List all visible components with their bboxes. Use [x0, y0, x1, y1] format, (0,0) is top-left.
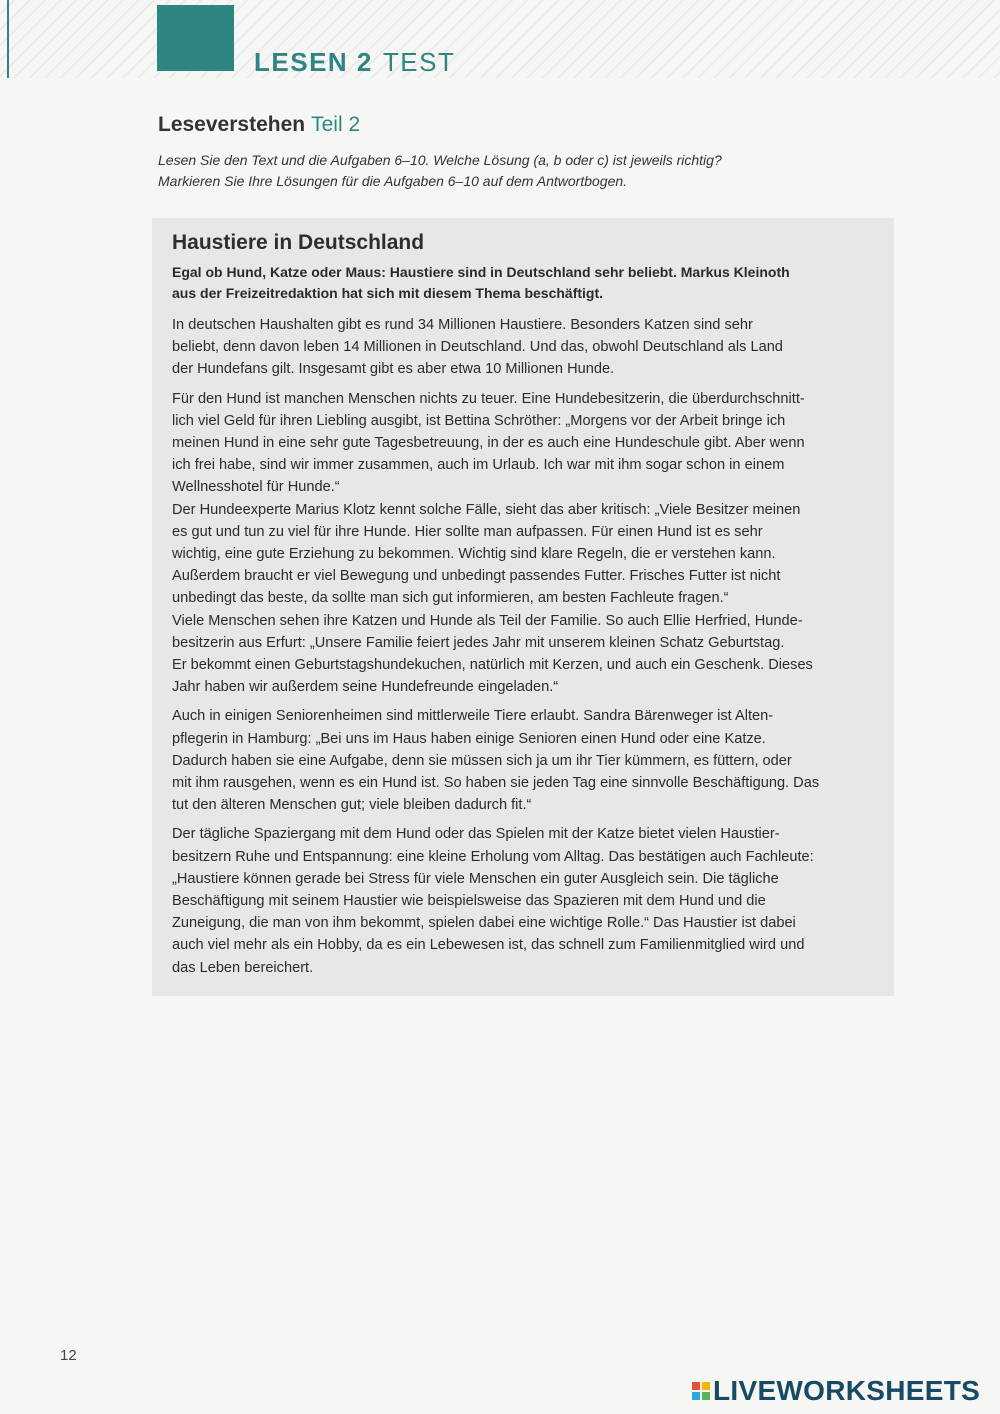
instruction-line: Lesen Sie den Text und die Aufgaben 6–10. Welche Lösung (a, b oder c) ist jeweils richtig? [158, 152, 722, 168]
article-line: der Hundefans gilt. Insgesamt gibt es aber etwa 10 Millionen Hunde. [172, 361, 615, 378]
article-line: Jahr haben wir außerdem seine Hundefreunde eingeladen.“ [172, 679, 559, 696]
article-line: Der Hundeexperte Marius Klotz kennt solche Fälle, sieht das aber kritisch: „Viele Besitzer meinen [172, 501, 801, 518]
article-line: beliebt, denn davon leben 14 Millionen in Deutschland. Und das, obwohl Deutschland als Land [172, 339, 783, 356]
article-line: Beschäftigung mit seinem Haustier wie beispielsweise das Spazieren mit dem Hund und die [172, 893, 766, 910]
lead-line: Egal ob Hund, Katze oder Maus: Haustiere sind in Deutschland sehr beliebt. Markus Kleinoth [172, 264, 790, 280]
liveworksheets-logo-icon [692, 1382, 710, 1400]
margin-line [7, 0, 9, 78]
reading-text-box [152, 218, 894, 996]
article-line: wichtig, eine gute Erziehung zu bekommen. Wichtig sind klare Regeln, die er verstehen kann. [172, 546, 776, 563]
section-title-bold: Leseverstehen [158, 113, 306, 136]
article-line: Zuneigung, die man von ihm bekommt, spielen dabei eine wichtige Rolle.“ Das Haustier ist dabei [172, 915, 796, 932]
article-line: Viele Menschen sehen ihre Katzen und Hunde als Teil der Familie. So auch Ellie Herfried, Hunde- [172, 612, 803, 629]
article-line: lich viel Geld für ihren Liebling ausgibt, ist Bettina Schröther: „Morgens vor der Arbeit bringe ich [172, 412, 786, 429]
article-paragraph [172, 314, 874, 381]
lead-line: aus der Freizeitredaktion hat sich mit diesem Thema beschäftigt. [172, 285, 604, 301]
article-line: Auch in einigen Seniorenheimen sind mittlerweile Tiere erlaubt. Sandra Bärenweger ist Alten- [172, 708, 774, 725]
logo-square [702, 1382, 710, 1390]
unit-title-bold: LESEN 2 [254, 47, 373, 77]
article-line: Wellnesshotel für Hunde.“ [172, 479, 340, 496]
article-line: „Haustiere können gerade bei Stress für viele Menschen ein guter Ausgleich sein. Die tägliche [172, 870, 779, 887]
article-line: In deutschen Haushalten gibt es rund 34 Millionen Haustiere. Besonders Katzen sind sehr [172, 317, 753, 333]
article-body [172, 314, 874, 979]
article-line: pflegerin in Hamburg: „Bei uns im Haus haben einige Senioren einen Hund oder eine Katze. [172, 730, 766, 747]
unit-title-rest: TEST [382, 47, 456, 77]
logo-square [692, 1382, 700, 1390]
article-paragraph [172, 388, 874, 699]
header-color-block [157, 5, 234, 71]
article-lead [172, 262, 874, 304]
page-number: 12 [60, 1347, 77, 1364]
article-line: Außerdem braucht er viel Bewegung und unbedingt passendes Futter. Frisches Futter ist nicht [172, 568, 781, 585]
article-line: Er bekommt einen Geburtstagshundekuchen, natürlich mit Kerzen, und auch ein Geschenk. Dieses [172, 657, 813, 674]
article-line: auch viel mehr als ein Hobby, da es ein Lebewesen ist, das schnell zum Familienmitglied wird und [172, 937, 805, 954]
header-band [0, 0, 1000, 78]
article-title: Haustiere in Deutschland [172, 231, 425, 254]
logo-square [702, 1392, 710, 1400]
article-paragraph [172, 823, 874, 978]
unit-title [254, 46, 455, 78]
article-line: besitzern Ruhe und Entspannung: eine kleine Erholung vom Alltag. Das bestätigen auch Fachleute: [172, 848, 814, 865]
logo-square [692, 1392, 700, 1400]
article-line: mit ihm rausgehen, wenn es ein Hund ist. So haben sie jeden Tag eine sinnvolle Beschäftigung. Das [172, 775, 820, 792]
article-line: tut den älteren Menschen gut; viele bleiben dadurch fit.“ [172, 797, 532, 814]
article-line: Für den Hund ist manchen Menschen nichts zu teuer. Eine Hundebesitzerin, die überdurchschnitt- [172, 390, 805, 407]
article-line: Der tägliche Spaziergang mit dem Hund oder das Spielen mit der Katze bietet vielen Haustier- [172, 826, 780, 843]
article-line: meinen Hund in eine sehr gute Tagesbetreuung, in der es auch eine Hundeschule gibt. Aber wenn [172, 435, 805, 452]
section-title-rest: Teil 2 [311, 113, 361, 136]
instruction-line: Markieren Sie Ihre Lösungen für die Aufgaben 6–10 auf dem Antwortbogen. [158, 173, 628, 189]
article-line: ich frei habe, sind wir immer zusammen, auch im Urlaub. Ich war mit ihm sogar schon in einem [172, 457, 785, 474]
watermark-text: LIVEWORKSHEETS [713, 1375, 981, 1406]
article-line: Dadurch haben sie eine Aufgabe, denn sie müssen sich ja um ihr Tier kümmern, es füttern, oder [172, 752, 792, 769]
article-paragraph [172, 705, 874, 816]
article-line: unbedingt das beste, da sollte man sich gut informieren, am besten Fachleute fragen.“ [172, 590, 729, 607]
article-line: besitzerin aus Erfurt: „Unsere Familie feiert jedes Jahr mit unserem kleinen Schatz Geburtstag. [172, 634, 785, 651]
watermark [692, 1374, 980, 1408]
section-title [158, 112, 360, 138]
article-line: das Leben bereichert. [172, 959, 314, 976]
article-line: es gut und tun zu viel für ihre Hunde. Hier sollte man aufpassen. Für einen Hund ist es sehr [172, 523, 763, 540]
instructions [158, 150, 878, 192]
